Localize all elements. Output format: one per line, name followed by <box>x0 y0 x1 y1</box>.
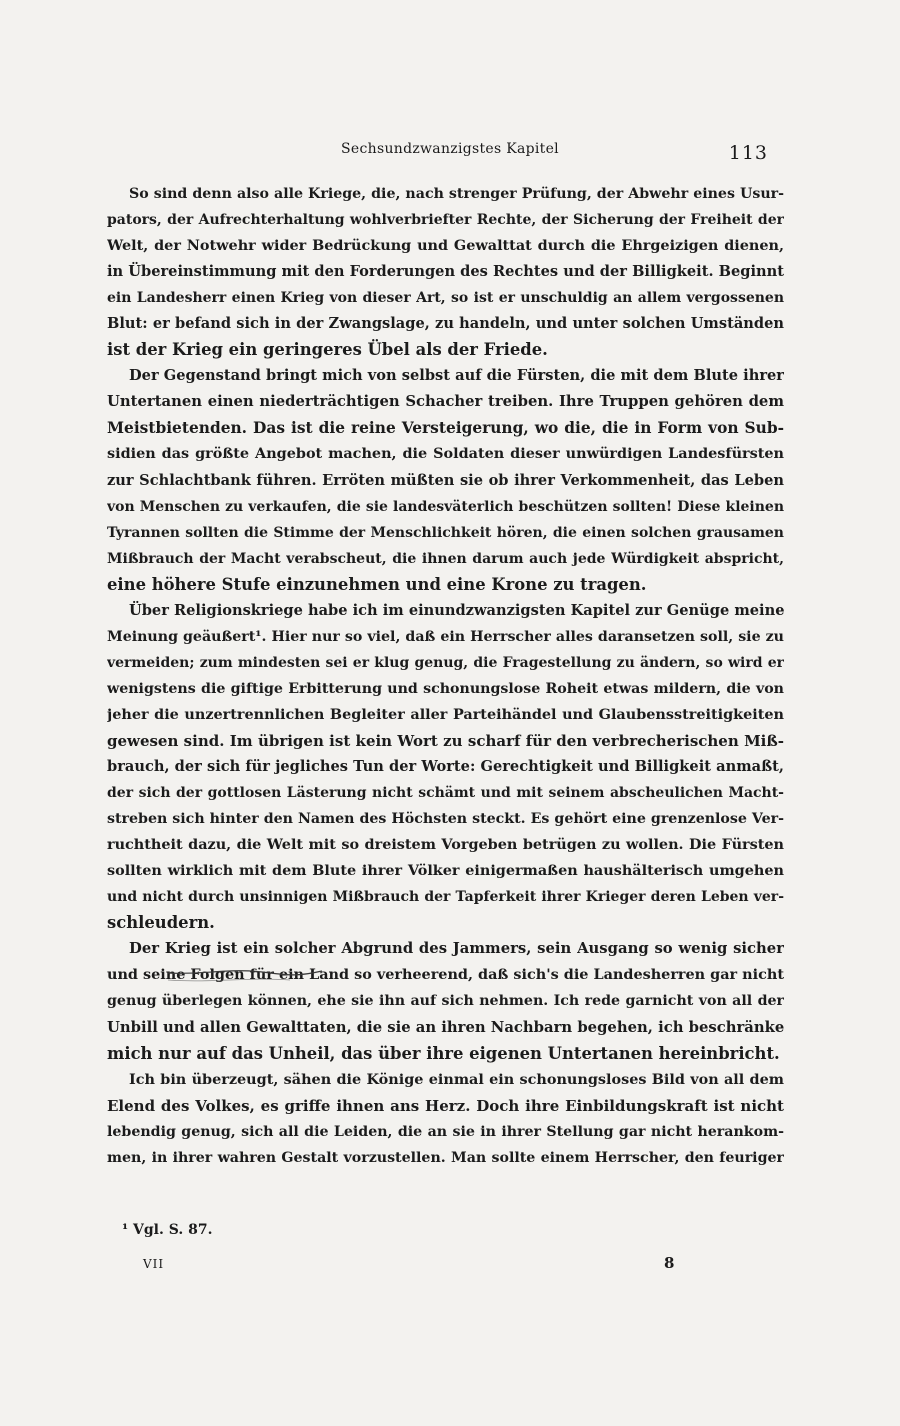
text-line: Blut: er befand sich in der Zwangslage, zu handeln, und unter solchen Umständen <box>107 315 784 333</box>
text-line: schleudern. <box>107 913 215 933</box>
text-line: genug überlegen können, ehe sie ihn auf sich nehmen. Ich rede garnicht von all der <box>107 993 784 1010</box>
text-line: Tyrannen sollten die Stimme der Menschlichkeit hören, die einen solchen grausamen <box>107 524 784 541</box>
text-line: vermeiden; zum mindesten sei er klug genug, die Fragestellung zu ändern, so wird er <box>107 654 784 671</box>
text-line: Der Krieg ist ein solcher Abgrund des Jammers, sein Ausgang so wenig sicher <box>129 940 784 958</box>
text-line: Unbill und allen Gewalttaten, die sie an ihren Nachbarn begehen, ich beschränke <box>107 1018 784 1036</box>
text-line: Über Religionskriege habe ich im einundzwanzigsten Kapitel zur Genüge meine <box>129 601 784 619</box>
text-line: Meinung geäußert¹. Hier nur so viel, daß ein Herrscher alles daransetzen soll, sie zu <box>107 628 784 645</box>
text-line: und nicht durch unsinnigen Mißbrauch der Tapferkeit ihrer Krieger deren Leben ver- <box>107 889 784 906</box>
text-line: So sind denn also alle Kriege, die, nach strenger Prüfung, der Abwehr eines Usur- <box>129 186 784 202</box>
body-text <box>107 181 784 1171</box>
text-line: Meistbietenden. Das ist die reine Versteigerung, wo die, die in Form von Sub- <box>107 419 784 438</box>
text-line: pators, der Aufrechterhaltung wohlverbriefter Rechte, der Sicherung der Freiheit der <box>107 212 784 229</box>
signature-mark: VII <box>143 1257 165 1271</box>
text-line: mich nur auf das Unheil, das über ihre eigenen Untertanen hereinbricht. <box>107 1043 780 1063</box>
text-line: men, in ihrer wahren Gestalt vorzustellen. Man sollte einem Herrscher, den feuriger <box>107 1149 784 1166</box>
text-line: sollten wirklich mit dem Blute ihrer Völker einigermaßen haushälterisch umgehen <box>107 862 784 880</box>
text-line: in Übereinstimmung mit den Forderungen des Rechtes und der Billigkeit. Beginnt <box>107 263 784 281</box>
page-number: 113 <box>728 142 768 164</box>
text-line: Mißbrauch der Macht verabscheut, die ihnen darum auch jede Würdigkeit abspricht, <box>107 550 784 567</box>
text-line: sidien das größte Angebot machen, die Soldaten dieser unwürdigen Landesfürsten <box>107 445 784 463</box>
text-line: jeher die unzertrennlichen Begleiter aller Parteihändel und Glaubensstreitigkeiten <box>107 705 784 723</box>
text-line: und seine Folgen für ein Land so verheerend, daß sich's die Landesherren gar nicht <box>107 966 784 984</box>
text-line: Elend des Volkes, es griffe ihnen ans Herz. Doch ihre Einbildungskraft ist nicht <box>107 1096 784 1115</box>
text-line: gewesen sind. Im übrigen ist kein Wort zu scharf für den verbrecherischen Miß- <box>107 731 784 750</box>
text-line: Der Gegenstand bringt mich von selbst auf die Fürsten, die mit dem Blute ihrer <box>129 367 784 385</box>
text-line: streben sich hinter den Namen des Höchsten steckt. Es gehört eine grenzenlose Ver- <box>107 811 784 828</box>
running-head: Sechsundzwanzigstes Kapitel <box>341 141 559 157</box>
text-line: von Menschen zu verkaufen, die sie landesväterlich beschützen sollten! Diese kleinen <box>107 498 784 515</box>
sheet-number: 8 <box>664 1254 675 1272</box>
text-line: lebendig genug, sich all die Leiden, die an sie in ihrer Stellung gar nicht herankom- <box>107 1123 784 1140</box>
footnote: ¹ Vgl. S. 87. <box>122 1222 213 1238</box>
text-line: zur Schlachtbank führen. Erröten müßten sie ob ihrer Verkommenheit, das Leben <box>107 471 784 489</box>
text-line: ist der Krieg ein geringeres Übel als der Friede. <box>107 340 548 360</box>
text-line: Ich bin überzeugt, sähen die Könige einmal ein schonungsloses Bild von all dem <box>129 1070 784 1088</box>
text-line: der sich der gottlosen Lästerung nicht schämt und mit seinem abscheulichen Macht- <box>107 785 784 802</box>
text-line: Untertanen einen niederträchtigen Schacher treiben. Ihre Truppen gehören dem <box>107 393 784 411</box>
text-line: wenigstens die giftige Erbitterung und schonungslose Roheit etwas mildern, die von <box>107 680 784 697</box>
text-line: Welt, der Notwehr wider Bedrückung und Gewalttat durch die Ehrgeizigen dienen, <box>107 237 784 255</box>
text-line: ein Landesherr einen Krieg von dieser Art, so ist er unschuldig an allem vergossenen <box>107 290 784 307</box>
text-line: eine höhere Stufe einzunehmen und eine Krone zu tragen. <box>107 574 647 594</box>
text-line: brauch, der sich für jegliches Tun der Worte: Gerechtigkeit und Billigkeit anmaßt, <box>107 758 784 776</box>
text-line: ruchtheit dazu, die Welt mit so dreistem Vorgeben betrügen zu wollen. Die Fürsten <box>107 836 784 854</box>
